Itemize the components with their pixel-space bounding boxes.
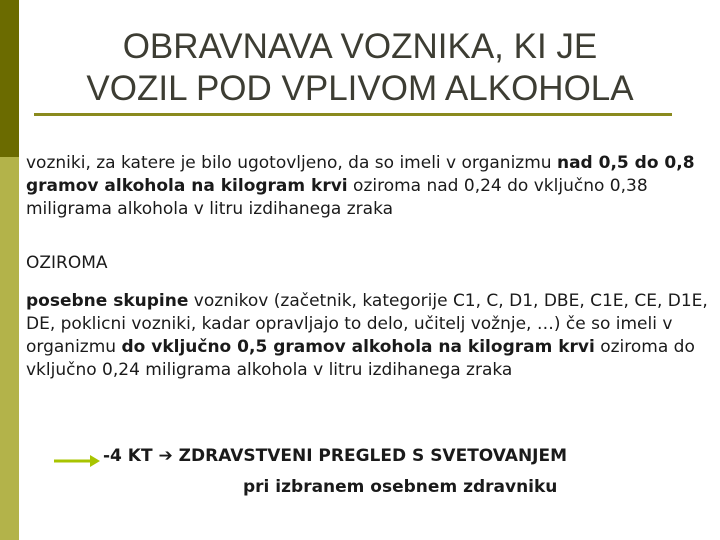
paragraph-oziroma: OZIROMA (26, 253, 108, 273)
p1-text-a: vozniki, za katere je bilo ugotovljeno, da so imeli v organizmu (26, 153, 557, 173)
result-line-2: pri izbranem osebnem zdravniku (243, 477, 558, 497)
page-title (30, 26, 690, 110)
paragraph-1 (26, 152, 716, 221)
p3-text-d: oziroma do vključno 0,24 miligrama alkohola v litru izdihanega zraka (26, 337, 695, 380)
kt-points: -4 KT (103, 446, 159, 466)
p3-bold-a: posebne skupine (26, 291, 189, 311)
title-line-2: VOZIL POD VPLIVOM ALKOHOLA (86, 69, 634, 108)
right-arrow-icon (54, 454, 100, 468)
p3-text-b: voznikov (začetnik, kategorije C1, C, D1, DBE, C1E, CE, D1E, DE, poklicni vozniki, kadar opravljajo to delo, učitelj vožnje, …) če so imeli v organizmu (26, 291, 708, 357)
p3-bold-c: do vključno 0,5 gramov alkohola na kilogram krvi (121, 337, 595, 357)
title-line-1: OBRAVNAVA VOZNIKA, KI JE (122, 27, 598, 66)
small-right-arrow-icon: ➔ (158, 446, 173, 466)
result-line-1 (103, 445, 567, 468)
title-divider (34, 113, 672, 116)
result-text: ZDRAVSTVENI PREGLED S SVETOVANJEM (172, 446, 568, 466)
side-bar-dark (0, 0, 19, 157)
p1-bold: nad 0,5 do 0,8 gramov alkohola na kilogram krvi (26, 153, 695, 196)
side-bar-light (0, 157, 19, 540)
p1-text-c: oziroma nad 0,24 do vključno 0,38 miligrama alkohola v litru izdihanega zraka (26, 176, 648, 219)
paragraph-3 (26, 290, 716, 382)
